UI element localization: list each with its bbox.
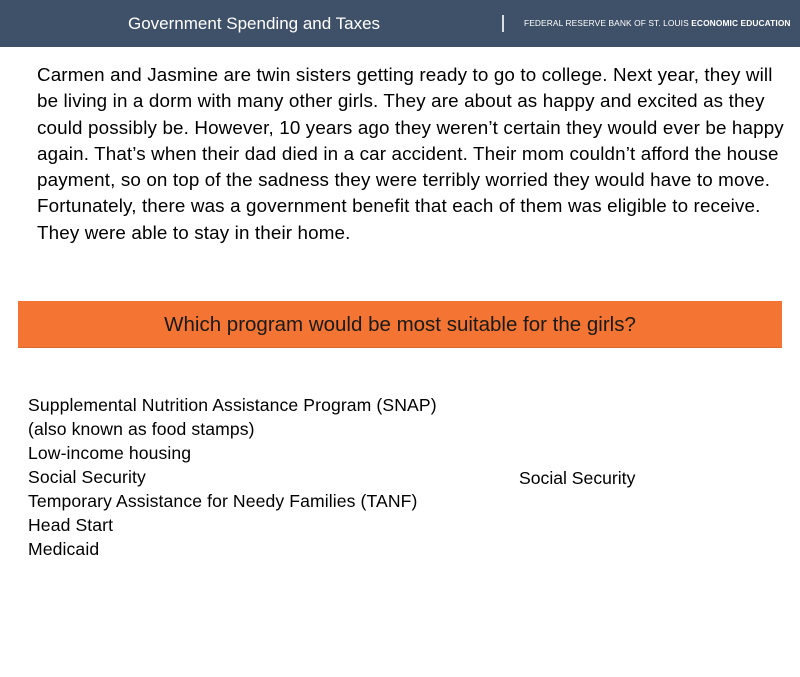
header-divider (502, 15, 504, 32)
option-medicaid: Medicaid (28, 539, 100, 559)
option-low-income-housing: Low-income housing (28, 443, 192, 463)
option-head-start: Head Start (28, 515, 114, 535)
header-title: Government Spending and Taxes (128, 14, 381, 33)
logo-bold-text: ECONOMIC EDUCATION (691, 18, 791, 28)
option-tanf: Temporary Assistance for Needy Families (TANF) (28, 491, 418, 511)
header-bar (0, 0, 800, 47)
question-banner (18, 301, 782, 348)
question-text: Which program would be most suitable for the girls? (164, 313, 636, 336)
story-paragraph: Carmen and Jasmine are twin sisters getting ready to go to college. Next year, they will be living in a dorm with many other girls. They are about as happy and excited as they could possibly be. However, 10 years ago they weren’t certain they would ever be happy again. That’s when their dad died in a car accident. Their mom couldn’t afford the house payment, so on top of the sadness they were terribly worried they would have to move. Fortunately, there was a government benefit that each of them was eligible to receive. They were able to stay in their home. (37, 64, 784, 243)
fed-logo-text (524, 17, 791, 29)
program-options-list (28, 393, 438, 561)
logo-light-text: FEDERAL RESERVE BANK OF ST. LOUIS (524, 18, 692, 28)
option-social-security: Social Security (28, 467, 146, 487)
answer-text: Social Security (519, 468, 636, 488)
option-snap: Supplemental Nutrition Assistance Program (SNAP)(also known as food stamps) (28, 395, 437, 439)
